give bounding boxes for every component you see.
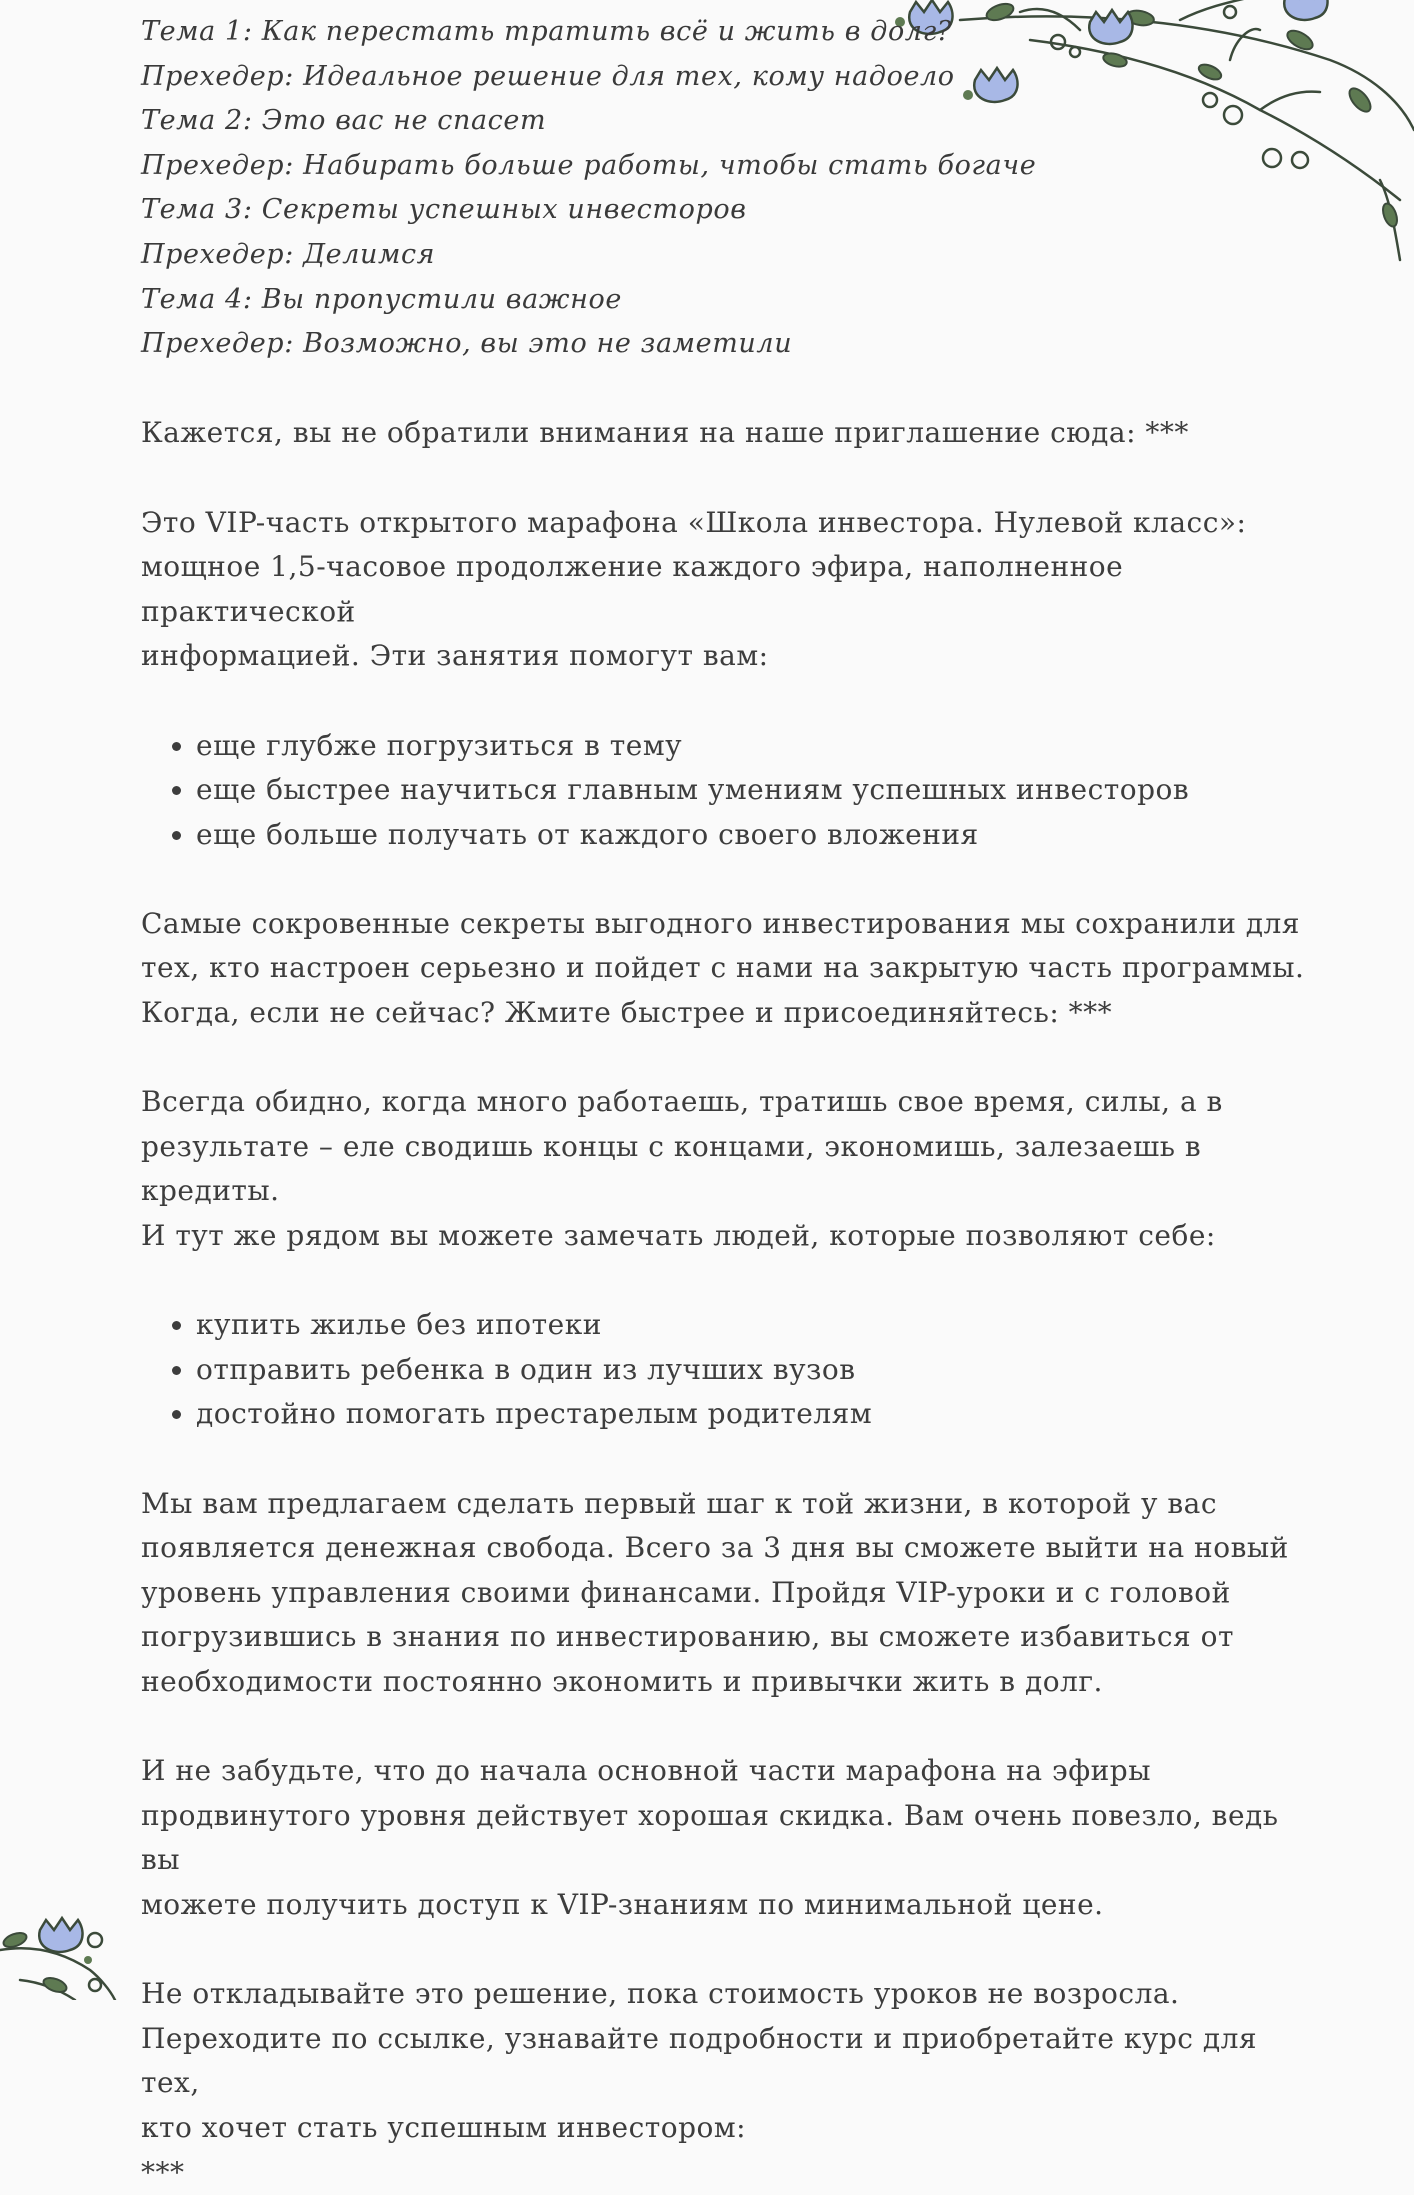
- topic-line: Прехедер: Идеальное решение для тех, кому надоело: [141, 60, 955, 92]
- text-line: появляется денежная свобода. Всего за 3 дня вы сможете выйти на новый: [141, 1531, 1289, 1565]
- list-item: • достойно помогать престарелым родителям: [196, 1392, 1321, 1437]
- list-item: • еще быстрее научиться главным умениям успешных инвесторов: [196, 768, 1321, 813]
- paragraph-call-to-action: [141, 1972, 1321, 2195]
- text-line: Всегда обидно, когда много работаешь, тратишь свое время, силы, а в: [141, 1085, 1223, 1119]
- topic-line: Тема 2: Это вас не спасет: [141, 105, 547, 137]
- text-line: информацией. Эти занятия помогут вам:: [141, 639, 769, 673]
- list-item: • еще больше получать от каждого своего вложения: [196, 813, 1321, 858]
- list-item: • купить жилье без ипотеки: [196, 1303, 1321, 1348]
- topic-line: Прехедер: Возможно, вы это не заметили: [141, 328, 793, 360]
- paragraph-offer: [141, 1482, 1321, 1705]
- document-body: [141, 10, 1321, 2195]
- text-line: уровень управления своими финансами. Пройдя VIP-уроки и с головой: [141, 1575, 1231, 1609]
- text-line: И не забудьте, что до начала основной части марафона на эфиры: [141, 1754, 1151, 1788]
- paragraph-vip-intro: [141, 501, 1321, 679]
- text-line: Переходите по ссылке, узнавайте подробности и приобретайте курс для тех,: [141, 2021, 1258, 2100]
- topic-line: Прехедер: Делимся: [141, 238, 436, 270]
- email-topics-list: [141, 10, 1321, 367]
- topic-line: Прехедер: Набирать больше работы, чтобы стать богаче: [141, 149, 1037, 181]
- text-line: тех, кто настроен серьезно и пойдет с нами на закрытую часть программы.: [141, 951, 1305, 985]
- link-placeholder[interactable]: ***: [141, 2155, 185, 2189]
- text-line: Когда, если не сейчас? Жмите быстрее и присоединяйтесь: ***: [141, 996, 1113, 1030]
- paragraph-pain: [141, 1080, 1321, 1258]
- text-line: Не откладывайте это решение, пока стоимость уроков не возросла.: [141, 1977, 1180, 2011]
- text-line: продвинутого уровня действует хорошая скидка. Вам очень повезло, ведь вы: [141, 1798, 1279, 1877]
- floral-branch-bottom-left-icon: [0, 1900, 140, 2000]
- text-line: необходимости постоянно экономить и привычки жить в долг.: [141, 1664, 1103, 1698]
- benefits-list: [141, 724, 1321, 858]
- list-item: • отправить ребенка в один из лучших вузов: [196, 1348, 1321, 1393]
- text-line: Это VIP-часть открытого марафона «Школа инвестора. Нулевой класс»:: [141, 505, 1247, 539]
- topic-line: Тема 3: Секреты успешных инвесторов: [141, 194, 747, 226]
- text-line: кто хочет стать успешным инвестором:: [141, 2110, 747, 2144]
- topic-line: Тема 1: Как перестать тратить всё и жить в долг?: [141, 16, 952, 47]
- text-line: мощное 1,5-часовое продолжение каждого эфира, наполненное практической: [141, 550, 1124, 628]
- list-item: • еще глубже погрузиться в тему: [196, 724, 1321, 769]
- text-line: Самые сокровенные секреты выгодного инвестирования мы сохранили для: [141, 906, 1300, 940]
- text-line: И тут же рядом вы можете замечать людей, которые позволяют себе:: [141, 1219, 1216, 1253]
- paragraph-invitation: Кажется, вы не обратили внимания на наше приглашение сюда: ***: [141, 416, 1189, 450]
- text-line: погрузившись в знания по инвестированию, вы сможете избавиться от: [141, 1620, 1234, 1654]
- text-line: Мы вам предлагаем сделать первый шаг к той жизни, в которой у вас: [141, 1486, 1218, 1520]
- aspirations-list: [141, 1303, 1321, 1437]
- text-line: результате – еле сводишь концы с концами, экономишь, залезаешь в кредиты.: [141, 1129, 1202, 1208]
- paragraph-secrets: [141, 902, 1321, 1036]
- text-line: можете получить доступ к VIP-знаниям по минимальной цене.: [141, 1887, 1104, 1921]
- topic-line: Тема 4: Вы пропустили важное: [141, 283, 622, 315]
- paragraph-discount: [141, 1749, 1321, 1927]
